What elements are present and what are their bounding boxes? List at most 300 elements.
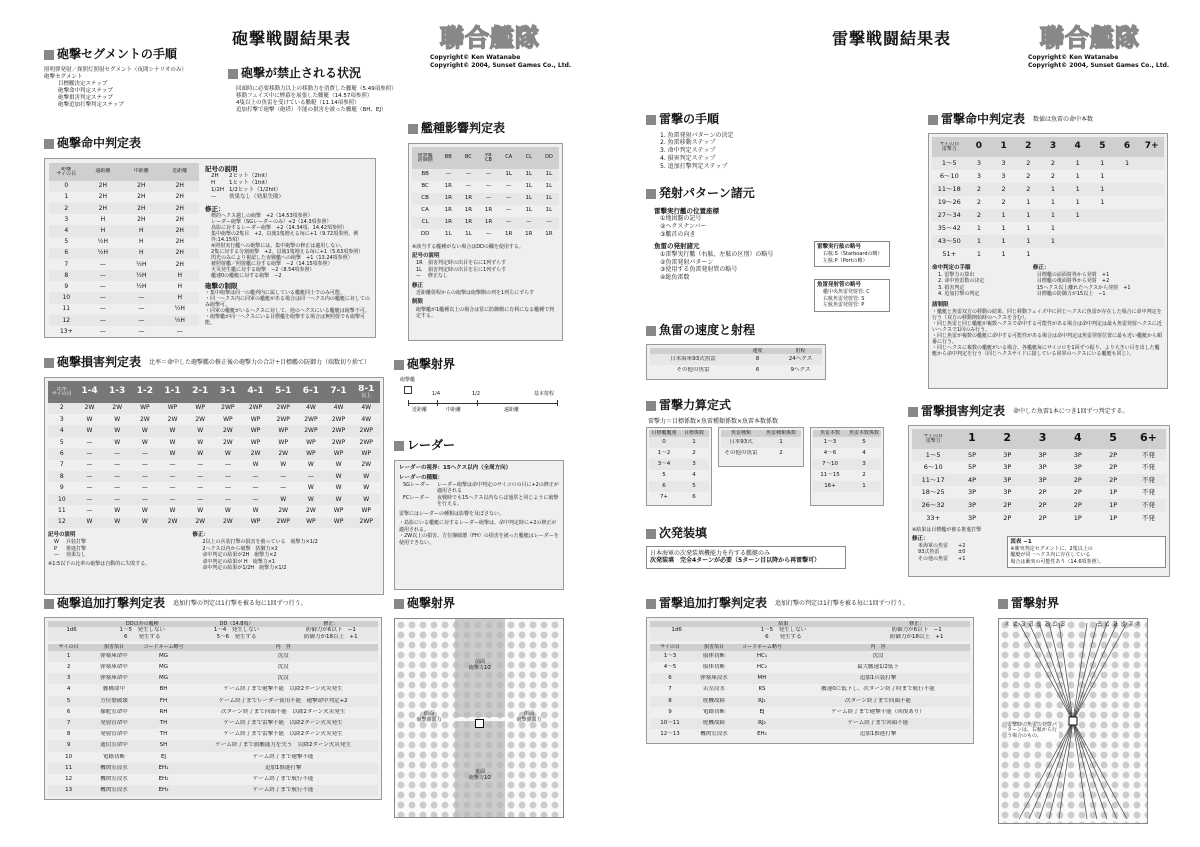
row-label: 18〜25 [921, 488, 945, 497]
table-row [412, 193, 559, 205]
cell: — [197, 461, 204, 469]
cell: 2 [1050, 171, 1056, 180]
torp-damage-section [908, 404, 1170, 577]
row-label: CB [421, 195, 429, 202]
cell: 舵機故障 [702, 720, 725, 727]
mod-item: 鳥影に対するレーダー砲撃 +2（14.34項、14.42項参照） [211, 225, 348, 232]
row-label: 16+ [824, 482, 836, 489]
cell: 2W [112, 404, 123, 412]
section-title: 雷撃追加打撃判定表 [659, 596, 768, 610]
tick [557, 400, 558, 406]
col-header: 0 [975, 140, 983, 151]
tick-label: 1/4 [432, 390, 441, 397]
cell: EH₁ [158, 764, 169, 771]
cell: 6 [755, 367, 760, 374]
gun-arc-section [394, 596, 564, 818]
cell: — [485, 171, 492, 178]
cell: MG [158, 652, 168, 659]
cell: 2P [1073, 501, 1082, 510]
col-header: コードネーム略号 [143, 644, 184, 651]
cell: 2 [976, 197, 981, 206]
legend-item-value: 1/2ヒット（1/2hit） [229, 187, 282, 194]
row-label: 2 [59, 404, 64, 412]
cell: 1L [525, 195, 533, 202]
col-header: 5 [1109, 431, 1117, 445]
table-row [932, 170, 1164, 183]
cell: 1L [545, 183, 553, 190]
arc-hex-label: S3 [1035, 620, 1041, 627]
cell: 船体切断 [702, 652, 725, 659]
cell: 5〜6 発生する [216, 634, 257, 641]
row-label: 1〜5 [941, 158, 957, 167]
cell: WP [306, 438, 316, 446]
row-label: 10 [62, 294, 71, 302]
table-row [49, 237, 199, 248]
cell: H [139, 238, 144, 246]
cell: W [141, 506, 148, 514]
cell: 弾薬庫浸水 [700, 675, 728, 682]
arc-hex-label: 北 [1135, 620, 1141, 626]
mod-item: 閃光のみにより視認した夜戦艦への砲撃 +1（13.24項参照） [211, 255, 353, 262]
cell: 2H [98, 193, 108, 201]
pos-item: ③艦首の向き [660, 230, 696, 238]
cell: W [197, 449, 204, 457]
col-header: 目標艦艦速 [651, 430, 677, 437]
cell: H [177, 271, 183, 279]
cell: 2H [137, 215, 146, 223]
cell: 1R [464, 207, 473, 214]
table-row [932, 235, 1164, 248]
cell: — [445, 171, 451, 178]
legend-item-key: W [54, 539, 59, 546]
cell: WP [361, 449, 371, 457]
cell: 2W [250, 449, 261, 457]
torp-extra-panel [646, 617, 974, 745]
cell: — [169, 472, 176, 480]
cell: W [114, 427, 121, 435]
row-label: 6〜10 [939, 171, 959, 180]
gun-damage-section [44, 355, 384, 595]
cell: — [86, 449, 93, 457]
cell: — [252, 484, 259, 492]
cell: 1 [976, 236, 981, 245]
section-title: 発射パターン諸元 [659, 186, 755, 200]
col-header: 1-4 [81, 385, 98, 396]
proc-item: 1. 雷撃力の算出 [938, 271, 975, 278]
box-title: 魚雷発射管の略号 [817, 282, 862, 288]
cell: 5 [692, 482, 696, 489]
col-header: 7+ [1144, 140, 1159, 151]
mod-item-key: 93式魚雷 [918, 549, 940, 556]
table-row [932, 209, 1164, 222]
table-row [48, 482, 380, 493]
table-row [650, 707, 970, 718]
legend-item-value: 修正なし [428, 273, 449, 280]
mod-item: レーダー砲撃（SGレーダーのみ）+2（14.3項参照） [211, 219, 332, 226]
cell: 1L [505, 171, 512, 178]
cell: W [169, 438, 176, 446]
cell: 船体切断 [702, 664, 725, 671]
section-title: 砲撃セグメントの手順 [57, 47, 177, 61]
radar-section [394, 438, 564, 590]
legend-item-key: 1L [416, 266, 422, 273]
spec-item: ①雷撃実行艦（右舷、左舷の区別）の略号 [660, 250, 774, 258]
cell: 2WP [359, 518, 373, 526]
cell: — [224, 495, 231, 503]
reload-line: 次発装填 完全4ターンが必要（5ターン目以降から再雷撃可） [650, 557, 821, 565]
square-icon [44, 50, 54, 60]
cell: 24ヘクス [788, 356, 813, 363]
table-row [650, 354, 822, 365]
cell: 3 [976, 158, 981, 167]
cell: 1 [1001, 223, 1006, 232]
table-row [48, 517, 380, 528]
table-row [412, 181, 559, 193]
cell: 防御力が18以上 +1 [889, 634, 944, 641]
corner-bottom: 雷撃力 [941, 145, 957, 152]
col-header: 1-1 [164, 385, 181, 396]
mod-item: 命中判定の結果が2H 砲撃力×2 [202, 552, 277, 559]
legend-item [416, 273, 559, 280]
row-label: 4 [64, 227, 69, 235]
cell: 2WP [304, 415, 318, 423]
cell: 1L [465, 231, 472, 238]
cell: 2H [137, 193, 146, 201]
section-title: 艦種影響判定表 [421, 121, 506, 135]
table-row [49, 292, 199, 303]
row-label: 8 [64, 271, 69, 279]
table-row [932, 248, 1164, 261]
cell: W [86, 427, 93, 435]
cell: 1 [1050, 236, 1056, 245]
arc-hex-label: P2 [1027, 620, 1033, 627]
cell: 沈没 [277, 675, 289, 682]
mod-title: 修正： [192, 531, 209, 538]
cell: 2H [175, 260, 184, 268]
square-icon [394, 360, 404, 370]
gun-procedure-section [44, 47, 229, 109]
col-header: 3-1 [219, 385, 236, 396]
cell: 通信室命中 [100, 742, 128, 749]
cell: WP [140, 404, 150, 412]
note-item: ・艦艇と魚雷双方の移動の結果、同じ移動フェイズ中に同じヘクスに魚雷が存在した場合に命中判定を行う（双方の移動開始時のヘクスを含む）。 [932, 308, 1162, 321]
table-row [49, 281, 199, 292]
box-line: 左舷魚雷発射管: P [823, 302, 865, 309]
section-title: 雷撃損害判定表 [921, 404, 1006, 418]
pos-item: ①地図盤の記号 [660, 215, 702, 223]
row-label: 13+ [59, 327, 73, 335]
copyright [430, 54, 571, 69]
row-label: 9 [668, 708, 672, 715]
row-label: 5 [64, 238, 69, 246]
pos-title: 雷撃実行艦の位置座標 [654, 206, 719, 215]
cell: 2 [976, 210, 981, 219]
table-row [48, 505, 380, 516]
note-item: ・同じ魚雷と同じ艦艇が複数ヘクスで命中する可能性がある場合は命中判定は最も魚雷発射ヘクスに近いヘクスで1回のみ行う。 [932, 320, 1162, 333]
col-header: CB [485, 156, 492, 163]
row-label: CL [421, 219, 429, 226]
cell: 1〜5 発生しない [119, 627, 166, 634]
cell: 不発 [1141, 501, 1155, 510]
mod-item: 2ヘクス以内から砲撃 防御力×2 [202, 545, 278, 552]
col-header: 1 [968, 431, 976, 445]
legend-item-value: 1ヒット（1hit） [229, 180, 271, 187]
cell: — [86, 506, 93, 514]
table-row [932, 222, 1164, 235]
box-title: 雷撃実行舷の略号 [817, 244, 862, 250]
mod-item: 艦速0の艦艇に対する砲撃 −2 [211, 273, 282, 280]
arc-label: 前面 [474, 658, 485, 665]
col-header: 内 容 [275, 644, 291, 651]
col-header: 魚雷本数 [819, 430, 840, 437]
step-item: 2. 魚雷移動ステップ [660, 139, 716, 147]
cell: W [307, 495, 314, 503]
cell: 1 [1100, 184, 1105, 193]
col-header: 6+ [1139, 431, 1157, 445]
row-label: 51+ [942, 249, 957, 258]
table-row [48, 403, 380, 414]
square-icon [646, 115, 656, 125]
cell: W [335, 484, 342, 492]
cell: FH [159, 697, 168, 704]
cell: 4W [306, 404, 316, 412]
cell: 2WP [248, 404, 263, 412]
table-row [48, 494, 380, 505]
cell: — [99, 327, 106, 335]
arc-hex-label: S1 [1050, 620, 1056, 627]
tick-label: 1/2 [472, 390, 481, 397]
cell: 1 [976, 223, 981, 232]
row-label: 7 [66, 720, 71, 727]
legend-item-key: 1R [416, 260, 423, 267]
radar-type-desc: レーダー砲撃は命中判定のサイコロの目に+2の修正が適用される [437, 481, 559, 495]
cell: 不発 [1141, 475, 1155, 484]
cell: — [505, 207, 512, 214]
legend-title: 記号の説明 [205, 164, 238, 173]
table-row [912, 486, 1166, 499]
col-header: 2-1 [192, 385, 209, 396]
table-row [49, 270, 199, 281]
cell: 1R [505, 231, 513, 238]
legend-item-value: 効果なし [66, 552, 87, 559]
row-label: 6〜10 [923, 463, 943, 472]
cell: WP [250, 427, 261, 435]
limit-title: 砲撃の制限 [205, 282, 238, 291]
cell: — [114, 484, 121, 492]
row-label: 26〜32 [921, 501, 945, 510]
cell: W [141, 438, 148, 446]
table-row [48, 740, 378, 751]
copyright [1028, 54, 1169, 69]
row-label: 13 [65, 787, 73, 794]
cell: 1R [444, 195, 452, 202]
cell: 2H [175, 204, 184, 212]
mod-item-value: +2 [958, 542, 966, 549]
cell: — [99, 305, 106, 313]
table-row [649, 448, 709, 459]
cell: 2WP [359, 427, 373, 435]
box-line: 右舷:S（Starboardの略） [823, 251, 883, 258]
mod-item: 命中判定の結果が H 砲撃力×1 [202, 558, 276, 565]
cell: 2WP [276, 415, 290, 423]
cell: 4W [361, 415, 372, 423]
col-header: 魚雷本数係数 [848, 430, 879, 437]
radar-type [403, 482, 559, 495]
cell: H [139, 227, 144, 235]
launch-pattern-section [646, 186, 906, 309]
cell: 1 [976, 249, 981, 258]
table-row [49, 248, 199, 259]
row-label: 9 [59, 484, 64, 492]
table-row [813, 459, 881, 470]
cell: 1 [1075, 184, 1080, 193]
cell: 1R [444, 183, 452, 190]
cell: 発射管命中 [100, 720, 128, 727]
cell: 1P [1109, 488, 1118, 497]
cell: — [86, 461, 93, 469]
col-header: BC [464, 154, 472, 161]
col-header: 1 [1000, 140, 1007, 151]
cell: 弾薬庫命中 [100, 664, 128, 671]
row-label: 11〜17 [921, 475, 945, 484]
row-label: 1〜3 [823, 438, 837, 445]
row-label: 11〜18 [937, 184, 961, 193]
cell: 2 [692, 449, 696, 456]
row-label: 1 [64, 193, 69, 201]
arc-hex-label: 北 [1003, 620, 1009, 626]
cell: — [114, 495, 121, 503]
cell: HC₂ [756, 664, 768, 671]
cell: 2P [1038, 513, 1047, 522]
target-coef-table [646, 427, 712, 506]
text-line: 移動フェイズ中に煙幕を展張した艦艇（14.57項参照） [236, 92, 373, 99]
cell: 缶室浸水 [702, 686, 725, 693]
row-label: 日本93式 [729, 438, 753, 445]
game-logo: 聯合艦隊 [1040, 23, 1140, 52]
ship-effect-section [408, 121, 563, 341]
cell: ½H [136, 282, 147, 290]
row-label: 6 [66, 708, 71, 715]
square-icon [228, 69, 238, 79]
cell: 不発 [1141, 488, 1155, 497]
cell: MH [757, 675, 767, 682]
note: ※該当する艦種がない場合はDDの欄を使用する。 [412, 243, 524, 250]
mod-item: 命中判定の結果が1/2H 砲撃力×1/2 [202, 565, 287, 572]
col-header: 損害項目 [703, 644, 724, 651]
row-label: 33+ [926, 513, 941, 522]
legend-item-key: — [54, 552, 59, 559]
table-row [48, 684, 378, 695]
step-item: 5. 追加打撃判定ステップ [660, 162, 728, 170]
pos-item: ②ヘクスナンバー [660, 222, 707, 230]
cell: — [169, 495, 176, 503]
text-line: 4隻以上の魚雷を受けている艦艇（11.14項参照） [236, 99, 360, 106]
section-title: 砲撃射界 [407, 357, 456, 371]
mod-text: 近距離射程からの砲撃は砲撃側の列を1列左にずらす [416, 289, 535, 296]
cell: 1 [1124, 158, 1130, 167]
table-row [650, 718, 970, 729]
table-row [721, 448, 801, 459]
copyright-line: Copyright© Ken Watanabe [1028, 54, 1119, 61]
cell: ゲーム終了まで砲撃不能 以降2ターン火災発生 [223, 686, 343, 693]
row-label: 6 [662, 482, 666, 489]
col-header: 魚雷種類 [730, 430, 751, 437]
torp-type-table [718, 427, 804, 467]
step-item: 砲撃命中判定ステップ [58, 88, 113, 95]
row-label: 27〜34 [937, 210, 961, 219]
torp-count-table [810, 427, 884, 506]
gun-hit-panel [44, 158, 376, 338]
step-item: 3. 命中判定ステップ [660, 147, 716, 155]
cell: 1 [1100, 171, 1105, 180]
radar-type-name: SGレーダー [403, 481, 431, 488]
cell: 1〜4 発生しない [213, 627, 260, 634]
cell: 1L [545, 195, 553, 202]
arc-hex-label: P3 [1043, 620, 1049, 627]
table-row [48, 696, 378, 707]
arc-label: 側面 [423, 710, 434, 717]
cell: 3P [1038, 463, 1047, 472]
row-label: BB [421, 171, 429, 178]
corner-top: 比率 [56, 386, 67, 392]
cell: WP [306, 449, 316, 457]
cell: MG [158, 664, 168, 671]
cell: H [177, 294, 183, 302]
cell: — [99, 260, 106, 268]
mod-item: 集中砲撃の2隻目 +2、以後1隻増える毎に+1（9.72項参照、例外:14.15項） [211, 231, 359, 244]
cell: 1〜5 発生しない [760, 627, 807, 634]
square-icon [394, 441, 404, 451]
col-header: 2 [1003, 431, 1012, 445]
cell: W [224, 449, 231, 457]
radar-note: ・島影にいる艦艇に対するレーダー砲撃は、命中判定時に+2の修正が適用される。 [399, 520, 557, 533]
table-row [649, 437, 709, 448]
col-header: 1-2 [136, 385, 153, 396]
cell: 2 [1026, 184, 1031, 193]
step-item: 4. 損害判定ステップ [660, 154, 716, 162]
cell: — [252, 472, 259, 480]
cell: — [197, 484, 204, 492]
square-icon [908, 407, 918, 417]
cell: W [252, 461, 259, 469]
cell: 2W [306, 506, 316, 514]
cell: — [485, 195, 492, 202]
speed-panel [646, 344, 826, 381]
limit-item: ・同一ヘクス内に同軍の艦艇がある場合は同一ヘクス内の艦艇に対してのみ砲撃可。 [205, 296, 370, 309]
cell: — [307, 472, 314, 480]
cell: ゲーム終了まで雷撃不能 以降2ターン火災発生 [223, 731, 343, 738]
cell: 1 [1050, 184, 1056, 193]
cell: H [100, 227, 106, 235]
cell: KS [758, 686, 766, 693]
torp-arc-lines [999, 619, 1147, 823]
proc-item: 4. 追加打撃の判定 [938, 291, 980, 298]
arc-hex-label: P1 [1058, 620, 1064, 627]
section-note: 数値は魚雷の命中本数 [1033, 115, 1094, 123]
col-header: 5-1 [275, 385, 292, 396]
cell: 2H [137, 182, 146, 190]
cell: 1 [1001, 210, 1006, 219]
box-line: 場合は衝突の可能性あり（14.6項参照）。 [1010, 558, 1105, 565]
cell: W [114, 506, 121, 514]
cell: — [114, 461, 121, 469]
box-title: 図表 −1 [1010, 538, 1032, 545]
legend-item-key: P [54, 545, 58, 552]
limit-title: 制限 [412, 299, 424, 306]
cell: — [224, 461, 231, 469]
torp-extra-section [646, 596, 974, 744]
limit-text: 砲撃艦が1艦種以上の場合は常に防御側に有利になる艦種で判定する。 [416, 306, 555, 320]
